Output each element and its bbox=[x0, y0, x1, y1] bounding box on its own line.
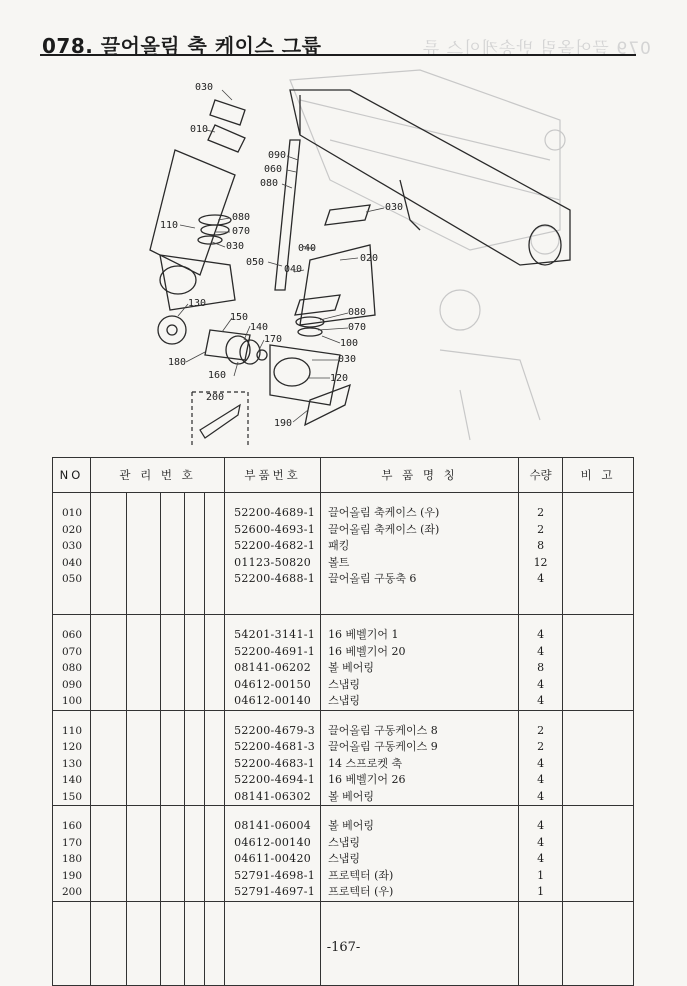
callout-label: 160 bbox=[208, 370, 227, 381]
callout-label: 030 bbox=[226, 241, 245, 252]
callout-label: 070 bbox=[232, 226, 251, 237]
table-header-row bbox=[53, 458, 634, 493]
callout-label: 030 bbox=[338, 354, 357, 365]
no-cell: 160 170 180 190 200 bbox=[53, 806, 91, 902]
callout-label: 090 bbox=[268, 150, 287, 161]
part-name-cell: 볼 베어링 스냅링 스냅링 프로텍터 (좌) 프로텍터 (우) bbox=[321, 806, 519, 902]
callout-label: 180 bbox=[168, 357, 187, 368]
shaft-case-drawing bbox=[290, 90, 570, 265]
no-cell: 060 070 080 090 100 bbox=[53, 615, 91, 711]
part-number-cell: 54201-3141-1 52200-4691-1 08141-06202 04612-00150 04612-00140 bbox=[225, 615, 321, 711]
header-quantity: 수량 bbox=[519, 458, 563, 493]
part-number-cell: 08141-06004 04612-00140 04611-00420 52791-4698-1 52791-4697-1 bbox=[225, 806, 321, 902]
management-cell bbox=[161, 710, 185, 806]
quantity-cell: 2 2 4 4 4 bbox=[519, 710, 563, 806]
page-title: 078. 끌어올림 축 케이스 그룹 bbox=[42, 34, 322, 58]
management-cell bbox=[185, 806, 205, 902]
callout-label: 030 bbox=[385, 202, 404, 213]
callout-labels bbox=[160, 82, 403, 429]
part-name-cell: 16 베벨기어 1 16 베벨기어 20 볼 베어링 스냅링 스냅링 bbox=[321, 615, 519, 711]
title-divider bbox=[40, 54, 636, 56]
table-row-group bbox=[53, 615, 634, 711]
callout-label: 190 bbox=[274, 418, 293, 429]
management-cell bbox=[205, 493, 225, 615]
management-cell bbox=[161, 806, 185, 902]
part-number-cell: 52200-4689-1 52600-4693-1 52200-4682-1 01123-50820 52200-4688-1 bbox=[225, 493, 321, 615]
callout-label: 080 bbox=[232, 212, 251, 223]
callout-label: 080 bbox=[348, 307, 367, 318]
callout-label: 150 bbox=[230, 312, 249, 323]
callout-label: 080 bbox=[260, 178, 279, 189]
callout-label: 040 bbox=[284, 264, 303, 275]
table-row-group bbox=[53, 806, 634, 902]
callout-label: 060 bbox=[264, 164, 283, 175]
management-cell bbox=[185, 710, 205, 806]
header-part-number: 부품번호 bbox=[225, 458, 321, 493]
quantity-cell: 4 4 4 1 1 bbox=[519, 806, 563, 902]
quantity-cell: 2 2 8 12 4 bbox=[519, 493, 563, 615]
callout-label: 010 bbox=[190, 124, 209, 135]
bleed-through-text: 079 끌어올림 반송케이스 류 bbox=[422, 39, 651, 59]
part-name-cell: 끌어올림 축케이스 (우) 끌어올림 축케이스 (좌) 패킹 볼트 끌어올림 구동축 6 bbox=[321, 493, 519, 615]
management-cell bbox=[161, 615, 185, 711]
callout-label: 040 bbox=[298, 243, 317, 254]
parts-table bbox=[52, 457, 634, 986]
management-cell bbox=[127, 710, 161, 806]
management-cell bbox=[91, 710, 127, 806]
callout-label: 140 bbox=[250, 322, 269, 333]
page-number: -167- bbox=[326, 940, 361, 955]
callout-label: 030 bbox=[195, 82, 214, 93]
part-number-cell: 52200-4679-3 52200-4681-3 52200-4683-1 52200-4694-1 08141-06302 bbox=[225, 710, 321, 806]
remarks-cell bbox=[563, 615, 634, 711]
callout-label: 020 bbox=[360, 253, 379, 264]
management-cell bbox=[205, 710, 225, 806]
table-row-group bbox=[53, 493, 634, 615]
callout-label: 050 bbox=[246, 257, 265, 268]
callout-label: 200 bbox=[206, 392, 225, 403]
no-cell: 110 120 130 140 150 bbox=[53, 710, 91, 806]
exploded-parts-diagram bbox=[0, 60, 687, 455]
management-cell bbox=[127, 806, 161, 902]
callout-label: 130 bbox=[188, 298, 207, 309]
callout-label: 070 bbox=[348, 322, 367, 333]
remarks-cell bbox=[563, 806, 634, 902]
management-cell bbox=[91, 615, 127, 711]
callout-label: 120 bbox=[330, 373, 349, 384]
remarks-cell bbox=[563, 710, 634, 806]
no-cell: 010 020 030 040 050 bbox=[53, 493, 91, 615]
callout-label: 170 bbox=[264, 334, 283, 345]
header-management-number: 관 리 번 호 bbox=[91, 458, 225, 493]
callout-label: 110 bbox=[160, 220, 179, 231]
quantity-cell: 4 4 8 4 4 bbox=[519, 615, 563, 711]
management-cell bbox=[161, 493, 185, 615]
remarks-cell bbox=[563, 493, 634, 615]
management-cell bbox=[91, 493, 127, 615]
header-part-name: 부 품 명 칭 bbox=[321, 458, 519, 493]
callout-label: 100 bbox=[340, 338, 359, 349]
management-cell bbox=[91, 806, 127, 902]
header-no: NO bbox=[53, 458, 91, 493]
header-remarks: 비 고 bbox=[563, 458, 634, 493]
management-cell bbox=[205, 615, 225, 711]
management-cell bbox=[185, 493, 205, 615]
part-name-cell: 끌어올림 구동케이스 8 끌어올림 구동케이스 9 14 스프로켓 축 16 베벨기어 26 볼 베어링 bbox=[321, 710, 519, 806]
table-row-group bbox=[53, 710, 634, 806]
management-cell bbox=[127, 615, 161, 711]
management-cell bbox=[127, 493, 161, 615]
management-cell bbox=[185, 615, 205, 711]
management-cell bbox=[205, 806, 225, 902]
